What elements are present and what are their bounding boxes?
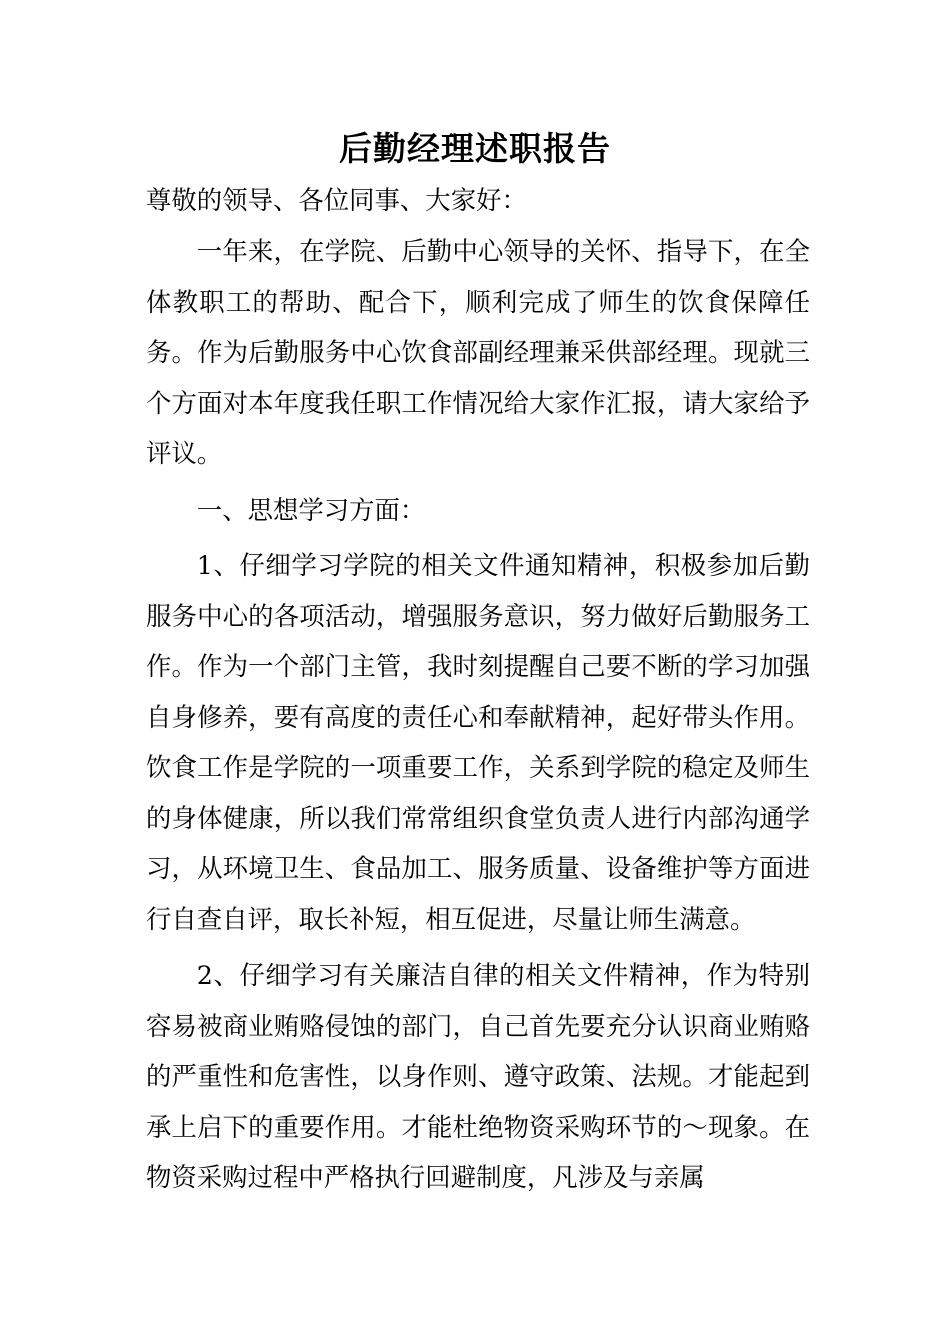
section-heading-study: 一、思想学习方面： — [196, 494, 426, 525]
paragraph-item-1: 1、仔细学习学院的相关文件通知精神，积极参加后勤服务中心的各项活动，增强服务意识，努力做好后勤服务工作。作为一个部门主管，我时刻提醒自己要不断的学习加强自身修养，要有高度的责任心和奉献精神，起好带头作用。饮食工作是学院的一项重要工作，关系到学院的稳定及师生的身体健康，所以我们常常组织食堂负责人进行内部沟通学习，从环境卫生、食品加工、服务质量、设备维护等方面进行自查自评，取长补短，相互促进，尽量让师生满意。 — [146, 550, 810, 934]
paragraph-intro: 一年来，在学院、后勤中心领导的关怀、指导下，在全体教职工的帮助、配合下，顺利完成了师生的饮食保障任务。作为后勤服务中心饮食部副经理兼采供部经理。现就三个方面对本年度我任职工作情况给大家作汇报，请大家给予评议。 — [146, 236, 810, 468]
document-body — [146, 174, 810, 1203]
greeting-line: 尊敬的领导、各位同事、大家好： — [146, 185, 527, 215]
paragraph-item-2: 2、仔细学习有关廉洁自律的相关文件精神，作为特别容易被商业贿赂侵蚀的部门，自己首先要充分认识商业贿赂的严重性和危害性，以身作则、遵守政策、法规。才能起到承上启下的重要作用。才能杜绝物资采购环节的～现象。在物资采购过程中严格执行回避制度，凡涉及与亲属 — [146, 960, 810, 1192]
document-title: 后勤经理述职报告 — [339, 129, 611, 168]
